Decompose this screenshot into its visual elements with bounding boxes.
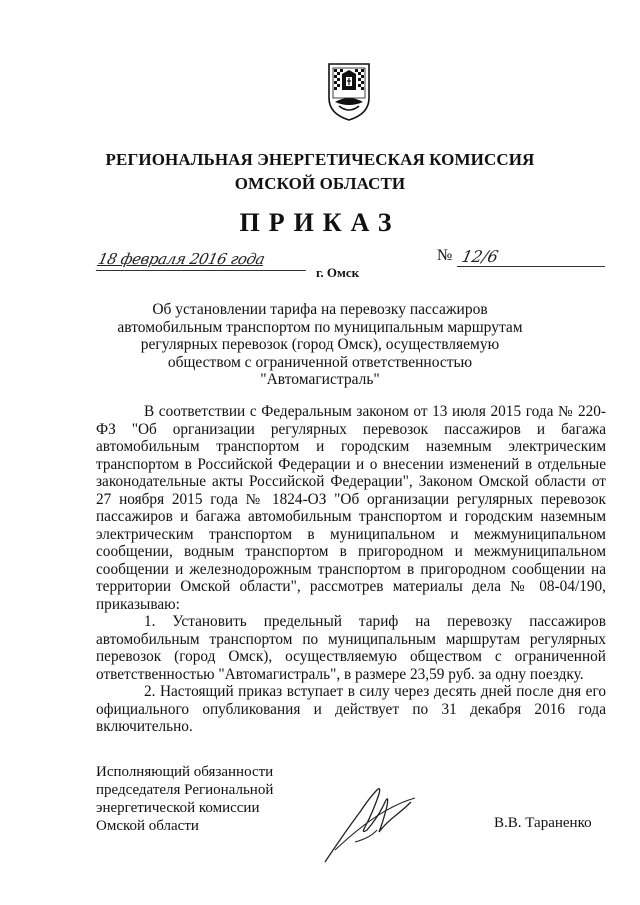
handwritten-signature-icon (315, 772, 425, 867)
signer-name: В.В. Тараненко (494, 815, 592, 831)
order-item-1: 1. Установить предельный тариф на перевозку пассажиров автомобильным транспортом по муниципальным маршрутам регулярных перевозок (город Омск), осуществляемую обществом с ограниченной ответственностью "Автомагистраль", в размере 23,59 руб. за одну поездку. (96, 613, 606, 683)
document-type-title: ПРИКАЗ (239, 208, 401, 237)
handwritten-order-number: 12/6 (459, 247, 500, 266)
preamble-paragraph: В соответствии с Федеральным законом от 13 июля 2015 года № 220-ФЗ "Об организации регулярных перевозок пассажиров и багажа автомобильным транспортом и городским наземным электрическим транспортом в Российской Федерации и о внесении изменений в отдельные законодательные акты Российской Федерации", Законом Омской области от 27 ноября 2015 года № 1824-ОЗ "Об организации регулярных перевозок пассажиров и багажа автомобильным транспортом и городским наземным электрическим транспортом в муниципальном и межмуниципальном сообщении, водным транспортом в пригородном и межмуниципальном сообщении и железнодорожным транспортом в пригородном сообщении на территории Омской области", рассмотрев материалы дела № 08-04/190, приказываю: (96, 403, 606, 613)
handwritten-date: 18 февраля 2016 года (96, 250, 310, 271)
signer-position-line2: председателя Региональной (96, 782, 274, 798)
organization-name-line1: РЕГИОНАЛЬНАЯ ЭНЕРГЕТИЧЕСКАЯ КОМИССИЯ (105, 150, 535, 169)
order-body (96, 403, 606, 736)
signer-position-line3: энергетической комиссии (96, 800, 260, 816)
organization-name-line2: ОМСКОЙ ОБЛАСТИ (234, 174, 406, 193)
signer-position (96, 763, 273, 835)
omsk-coat-of-arms-icon (327, 62, 371, 122)
order-number-label: № (437, 247, 453, 264)
order-subject: Об установлении тарифа на перевозку пассажиров автомобильным транспортом по муниципальным маршрутам регулярных перевозок (город Омск), осуществляемую обществом с ограниченной ответственностью "Автомагистраль" (117, 301, 523, 388)
order-item-2: 2. Настоящий приказ вступает в силу через десять дней после дня его официального опубликования и действует по 31 декабря 2016 года включительно. (96, 683, 606, 735)
signer-position-line4: Омской области (96, 818, 199, 834)
signer-position-line1: Исполняющий обязанности (96, 764, 274, 780)
city-label: г. Омск (316, 265, 360, 280)
order-number-underline (457, 266, 605, 267)
